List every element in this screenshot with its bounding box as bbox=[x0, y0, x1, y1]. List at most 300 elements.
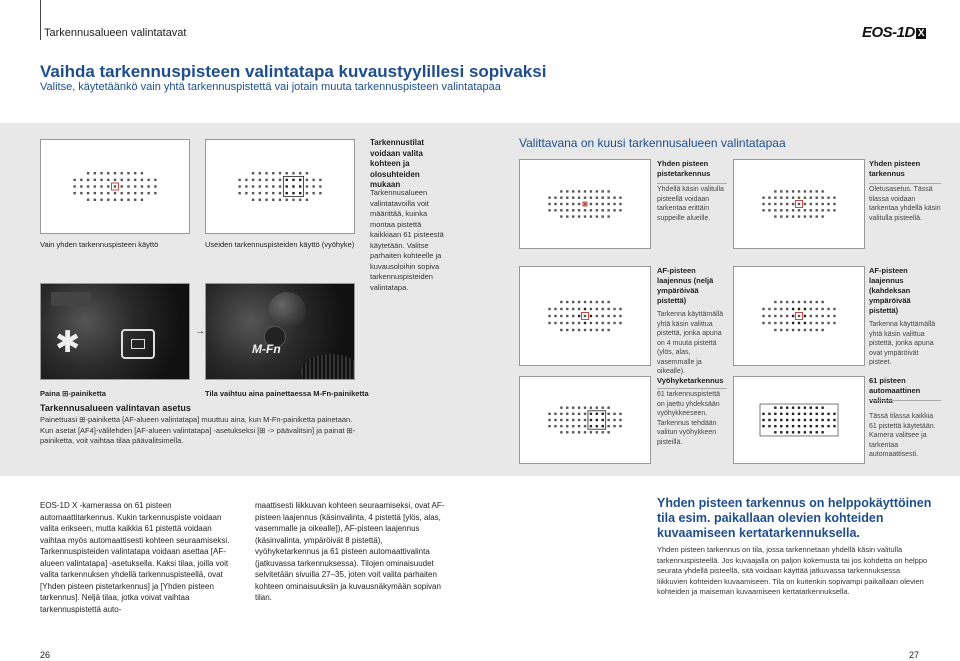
af-point bbox=[554, 197, 556, 199]
af-point bbox=[147, 179, 149, 181]
viewfinder-zone bbox=[205, 139, 355, 234]
body-col-2: maattisesti liikkuvan kohteen seuraamiseksi, ovat AF-pisteen laajennus (käsinvalinta, 4 pistettä [ylös, alas, vasemmalle ja oikealle]), AF-pisteen laajennus (käsinvalinta, ympäröivät 8 pistettä), vyöhyketarkennus ja 61 pisteen automaattivalinta (jatkuvassa tarkennuksessa). Tilojen ominaisuudet selvitetään sivuilla 27–35, joten voit valita parhaiten kohteen ominaisuuksiin ja kuvausnäkymään sopivan tilan. bbox=[255, 501, 445, 602]
af-point bbox=[613, 209, 615, 211]
viewfinder-single-point bbox=[733, 159, 865, 249]
af-point bbox=[572, 315, 574, 317]
af-point bbox=[810, 315, 812, 317]
af-point bbox=[578, 329, 580, 331]
setting-text: Painettuasi ⊞-painiketta [AF-alueen valintatapa] muuttuu aina, kun M-Fn-painiketta painetaan. Kun asetat [AF4]-välilehden [AF-alueen valintatapa] -asetukseksi [⊞ -> päävalitsin] ja painat ⊞-painiketta, voit vaihtaa tilaa päävalitsimella. bbox=[40, 415, 356, 445]
af-point bbox=[786, 329, 788, 331]
af-point bbox=[548, 197, 550, 199]
af-point bbox=[560, 215, 562, 217]
af-point bbox=[279, 172, 281, 174]
page-subtitle: Valitse, käytetäänkö vain yhtä tarkennuspistettä vai jotain muuta tarkennuspisteen valintatapaa bbox=[40, 81, 501, 93]
af-point bbox=[780, 190, 782, 192]
mode-heading: Yhden pisteen tarkennus bbox=[869, 159, 921, 178]
af-point-grid bbox=[520, 267, 650, 365]
af-point bbox=[572, 197, 574, 199]
af-point bbox=[259, 199, 261, 201]
af-point bbox=[619, 425, 621, 427]
af-point bbox=[548, 419, 550, 421]
af-point bbox=[121, 172, 123, 174]
af-point bbox=[607, 407, 609, 409]
af-point bbox=[607, 308, 609, 310]
af-point bbox=[596, 197, 598, 199]
af-point bbox=[792, 308, 794, 310]
page-number-left: 26 bbox=[40, 650, 51, 660]
af-point bbox=[114, 172, 116, 174]
af-point bbox=[774, 322, 776, 324]
af-point bbox=[619, 203, 621, 205]
af-point bbox=[774, 308, 776, 310]
af-point bbox=[100, 172, 102, 174]
af-point-button-icon bbox=[121, 329, 155, 359]
af-point bbox=[804, 215, 806, 217]
af-point bbox=[114, 185, 116, 187]
af-point bbox=[596, 431, 598, 433]
af-point bbox=[833, 209, 835, 211]
af-point bbox=[768, 419, 770, 421]
af-point bbox=[768, 413, 770, 415]
af-point bbox=[786, 413, 788, 415]
af-point bbox=[121, 179, 123, 181]
af-point bbox=[816, 190, 818, 192]
af-point bbox=[590, 413, 592, 415]
af-point bbox=[127, 179, 129, 181]
af-point bbox=[827, 197, 829, 199]
af-point bbox=[596, 315, 598, 317]
af-point bbox=[596, 203, 598, 205]
af-point bbox=[312, 192, 314, 194]
af-point bbox=[810, 425, 812, 427]
af-point bbox=[107, 172, 109, 174]
af-point bbox=[816, 425, 818, 427]
af-point bbox=[780, 413, 782, 415]
af-point bbox=[578, 308, 580, 310]
af-point bbox=[286, 179, 288, 181]
af-point bbox=[821, 190, 823, 192]
af-point bbox=[245, 185, 247, 187]
af-point bbox=[810, 322, 812, 324]
af-point bbox=[798, 203, 800, 205]
af-point bbox=[319, 185, 321, 187]
af-point bbox=[107, 199, 109, 201]
af-point bbox=[299, 179, 301, 181]
af-point bbox=[774, 315, 776, 317]
af-point bbox=[607, 315, 609, 317]
af-point bbox=[292, 199, 294, 201]
af-point-grid bbox=[520, 160, 650, 248]
header-rule bbox=[40, 0, 41, 40]
af-point bbox=[560, 203, 562, 205]
af-point bbox=[792, 329, 794, 331]
af-point-grid bbox=[734, 377, 864, 463]
af-point bbox=[572, 407, 574, 409]
af-point bbox=[798, 407, 800, 409]
af-point bbox=[821, 431, 823, 433]
af-point bbox=[596, 419, 598, 421]
af-point bbox=[73, 185, 75, 187]
af-point bbox=[548, 209, 550, 211]
af-point bbox=[768, 322, 770, 324]
af-point bbox=[578, 301, 580, 303]
af-point bbox=[792, 413, 794, 415]
af-point bbox=[80, 185, 82, 187]
af-point bbox=[560, 190, 562, 192]
af-point bbox=[798, 315, 800, 317]
section-title: Tarkennusalueen valintatavat bbox=[44, 27, 187, 39]
page-title: Vaihda tarkennuspisteen valintatapa kuvaustyylillesi sopivaksi bbox=[40, 62, 547, 81]
af-point bbox=[774, 431, 776, 433]
af-point bbox=[798, 190, 800, 192]
af-point bbox=[810, 209, 812, 211]
af-point bbox=[590, 203, 592, 205]
af-point bbox=[279, 192, 281, 194]
af-point bbox=[821, 197, 823, 199]
af-point bbox=[107, 185, 109, 187]
af-point bbox=[780, 419, 782, 421]
af-point bbox=[762, 413, 764, 415]
af-point bbox=[272, 179, 274, 181]
af-point bbox=[238, 179, 240, 181]
af-point bbox=[798, 215, 800, 217]
af-point bbox=[613, 419, 615, 421]
af-point bbox=[613, 425, 615, 427]
viewfinder-zone-af bbox=[519, 376, 651, 464]
af-point bbox=[299, 199, 301, 201]
af-point bbox=[265, 192, 267, 194]
af-point bbox=[100, 179, 102, 181]
af-point bbox=[272, 172, 274, 174]
af-point bbox=[279, 199, 281, 201]
af-point bbox=[816, 215, 818, 217]
af-point bbox=[816, 413, 818, 415]
af-point bbox=[319, 192, 321, 194]
af-point bbox=[602, 190, 604, 192]
af-point bbox=[607, 413, 609, 415]
af-point bbox=[566, 407, 568, 409]
af-point bbox=[554, 419, 556, 421]
af-point bbox=[810, 301, 812, 303]
arrow-icon: → bbox=[195, 326, 205, 337]
af-point bbox=[238, 185, 240, 187]
af-point bbox=[816, 308, 818, 310]
af-point bbox=[780, 197, 782, 199]
af-point bbox=[768, 308, 770, 310]
af-point bbox=[245, 192, 247, 194]
af-point bbox=[602, 431, 604, 433]
af-point bbox=[114, 199, 116, 201]
af-point bbox=[134, 179, 136, 181]
af-point bbox=[768, 203, 770, 205]
af-point bbox=[827, 315, 829, 317]
af-point bbox=[810, 413, 812, 415]
af-point bbox=[560, 315, 562, 317]
af-point bbox=[560, 197, 562, 199]
af-point bbox=[147, 185, 149, 187]
af-point bbox=[833, 419, 835, 421]
mode-3 bbox=[657, 266, 727, 377]
af-point bbox=[114, 179, 116, 181]
af-point bbox=[572, 190, 574, 192]
af-point bbox=[602, 209, 604, 211]
af-point bbox=[578, 315, 580, 317]
af-point bbox=[134, 172, 136, 174]
af-point bbox=[584, 431, 586, 433]
af-point bbox=[804, 431, 806, 433]
af-point bbox=[804, 197, 806, 199]
af-point bbox=[286, 199, 288, 201]
af-point bbox=[578, 190, 580, 192]
caption-multi: Useiden tarkennuspisteiden käyttö (vyöhyke) bbox=[205, 240, 355, 249]
af-point bbox=[572, 209, 574, 211]
af-point bbox=[566, 315, 568, 317]
af-point bbox=[798, 197, 800, 199]
af-point bbox=[121, 199, 123, 201]
af-point bbox=[833, 315, 835, 317]
af-point bbox=[786, 215, 788, 217]
af-point bbox=[762, 203, 764, 205]
af-point bbox=[560, 425, 562, 427]
af-point bbox=[114, 192, 116, 194]
af-point bbox=[554, 425, 556, 427]
af-point bbox=[590, 407, 592, 409]
af-point bbox=[786, 301, 788, 303]
af-point bbox=[554, 209, 556, 211]
af-point bbox=[602, 215, 604, 217]
af-point bbox=[584, 301, 586, 303]
af-point bbox=[107, 179, 109, 181]
af-point bbox=[566, 308, 568, 310]
af-point bbox=[566, 413, 568, 415]
af-point bbox=[252, 199, 254, 201]
af-point bbox=[252, 185, 254, 187]
af-point bbox=[572, 322, 574, 324]
af-point-grid bbox=[734, 267, 864, 365]
af-point bbox=[804, 301, 806, 303]
af-point bbox=[312, 179, 314, 181]
af-point bbox=[572, 413, 574, 415]
af-point bbox=[833, 197, 835, 199]
af-point bbox=[816, 197, 818, 199]
af-point bbox=[810, 431, 812, 433]
af-point bbox=[774, 190, 776, 192]
af-point bbox=[584, 190, 586, 192]
af-point bbox=[259, 192, 261, 194]
af-point bbox=[762, 308, 764, 310]
af-point bbox=[560, 407, 562, 409]
af-point bbox=[607, 197, 609, 199]
af-point bbox=[566, 190, 568, 192]
af-point bbox=[607, 301, 609, 303]
af-point bbox=[602, 407, 604, 409]
af-point bbox=[572, 301, 574, 303]
af-point bbox=[73, 179, 75, 181]
right-heading: Yhden pisteen tarkennus on helppokäyttöinen tila esim. paikallaan olevien kohteiden kuvaamiseen kertatarkennuksella. bbox=[657, 496, 932, 540]
af-point bbox=[578, 419, 580, 421]
af-point bbox=[792, 203, 794, 205]
af-point bbox=[827, 425, 829, 427]
mode-2 bbox=[869, 159, 941, 223]
af-point-grid bbox=[734, 160, 864, 248]
af-point bbox=[80, 192, 82, 194]
mode-text: Yhdellä käsin valitulla pisteellä voidaan tarkentaa erittäin suppeille alueille. bbox=[657, 186, 724, 222]
af-point bbox=[798, 308, 800, 310]
af-point bbox=[821, 203, 823, 205]
af-point bbox=[816, 315, 818, 317]
af-point bbox=[306, 185, 308, 187]
af-point bbox=[804, 190, 806, 192]
af-point bbox=[768, 209, 770, 211]
af-point bbox=[821, 322, 823, 324]
af-point bbox=[578, 197, 580, 199]
mode-divider bbox=[869, 183, 941, 184]
af-point bbox=[299, 185, 301, 187]
af-point bbox=[100, 185, 102, 187]
af-point bbox=[87, 179, 89, 181]
af-point bbox=[821, 315, 823, 317]
af-point bbox=[768, 197, 770, 199]
af-point bbox=[792, 315, 794, 317]
af-point bbox=[602, 203, 604, 205]
af-point bbox=[265, 199, 267, 201]
af-point bbox=[774, 301, 776, 303]
af-point bbox=[774, 209, 776, 211]
af-point bbox=[804, 322, 806, 324]
af-point bbox=[80, 179, 82, 181]
af-point bbox=[572, 215, 574, 217]
af-point bbox=[596, 413, 598, 415]
caption-press: Paina ⊞-painiketta bbox=[40, 389, 106, 398]
af-point bbox=[319, 179, 321, 181]
af-point bbox=[94, 192, 96, 194]
af-point bbox=[619, 197, 621, 199]
af-point bbox=[619, 209, 621, 211]
af-point bbox=[798, 419, 800, 421]
af-point bbox=[94, 179, 96, 181]
af-point bbox=[252, 179, 254, 181]
af-point bbox=[762, 419, 764, 421]
af-point bbox=[121, 192, 123, 194]
body-col-1: EOS-1D X -kamerassa on 61 pisteen automaattitarkennus. Kukin tarkennuspiste voidaan valita erikseen, mutta kaikkia 61 pistettä voidaan vaihtaa myös automaattisesti kohteen seuraamiseksi. Tarkennuspisteiden valintatapa voidaan asettaa [AF-alueen valintatapa] -asetuksella. Kaksi tilaa, joilla voit valita tarkennuksen yhdellä tarkennuspisteellä, ovat [Yhden pisteen pistetarkennus] ja [Yhden pisteen tarkennus]. Neljä tilaa, jotka voivat vaihtaa tarkennuspistettä auto- bbox=[40, 501, 230, 614]
af-point bbox=[780, 308, 782, 310]
af-point bbox=[821, 209, 823, 211]
af-point bbox=[272, 199, 274, 201]
af-point bbox=[590, 315, 592, 317]
af-point bbox=[312, 185, 314, 187]
mode-divider bbox=[869, 400, 941, 401]
af-point bbox=[774, 329, 776, 331]
mode-text: Tarkenna käyttämällä yhtä käsin valittua pistettä, jonka apuna on 4 muuta pistettä (ylös, alas, vasemmalle ja oikealle). bbox=[657, 311, 724, 375]
af-point bbox=[306, 172, 308, 174]
af-point bbox=[560, 431, 562, 433]
af-point bbox=[762, 425, 764, 427]
af-point bbox=[590, 419, 592, 421]
af-point bbox=[141, 179, 143, 181]
af-point bbox=[619, 322, 621, 324]
af-point-grid bbox=[206, 140, 354, 233]
af-point bbox=[252, 172, 254, 174]
af-point bbox=[141, 192, 143, 194]
camera-back-photo bbox=[40, 283, 190, 380]
af-point bbox=[141, 199, 143, 201]
af-point bbox=[100, 192, 102, 194]
af-point bbox=[596, 425, 598, 427]
page-number-right: 27 bbox=[909, 650, 920, 660]
af-point bbox=[786, 190, 788, 192]
af-point bbox=[560, 301, 562, 303]
af-point bbox=[572, 203, 574, 205]
af-point bbox=[762, 209, 764, 211]
af-point bbox=[590, 308, 592, 310]
af-point bbox=[596, 301, 598, 303]
af-point bbox=[596, 322, 598, 324]
mode-4 bbox=[869, 266, 941, 368]
af-point bbox=[804, 407, 806, 409]
lcd-panel bbox=[51, 292, 91, 306]
intro-heading: Tarkennustilat voidaan valita kohteen ja olosuhteiden mukaan bbox=[370, 138, 425, 189]
af-point bbox=[827, 413, 829, 415]
af-point bbox=[786, 315, 788, 317]
af-point bbox=[134, 199, 136, 201]
af-point bbox=[619, 315, 621, 317]
af-point bbox=[141, 185, 143, 187]
af-point bbox=[584, 209, 586, 211]
af-point bbox=[821, 329, 823, 331]
af-point bbox=[554, 308, 556, 310]
af-point bbox=[100, 199, 102, 201]
viewfinder-expand-4 bbox=[519, 266, 651, 366]
af-point bbox=[613, 413, 615, 415]
af-point bbox=[566, 419, 568, 421]
af-point bbox=[810, 407, 812, 409]
af-point bbox=[566, 209, 568, 211]
af-point bbox=[596, 190, 598, 192]
af-point bbox=[584, 419, 586, 421]
af-point bbox=[279, 185, 281, 187]
spot-point bbox=[584, 203, 586, 205]
af-point bbox=[804, 413, 806, 415]
af-point bbox=[584, 322, 586, 324]
af-point bbox=[554, 315, 556, 317]
af-point bbox=[590, 215, 592, 217]
af-point bbox=[590, 425, 592, 427]
af-point bbox=[306, 199, 308, 201]
af-point bbox=[768, 315, 770, 317]
af-point bbox=[827, 209, 829, 211]
af-point bbox=[154, 179, 156, 181]
af-point bbox=[780, 301, 782, 303]
af-point bbox=[792, 425, 794, 427]
af-point bbox=[780, 407, 782, 409]
af-point bbox=[768, 425, 770, 427]
af-point bbox=[578, 322, 580, 324]
af-point bbox=[816, 301, 818, 303]
af-point bbox=[560, 322, 562, 324]
af-point bbox=[265, 172, 267, 174]
af-point bbox=[259, 172, 261, 174]
af-point bbox=[810, 329, 812, 331]
af-point bbox=[259, 185, 261, 187]
af-point bbox=[607, 209, 609, 211]
mode-heading: AF-pisteen laajennus (kahdeksan ympäröivää pistettä) bbox=[869, 266, 911, 315]
af-point bbox=[607, 329, 609, 331]
af-point bbox=[121, 185, 123, 187]
af-point bbox=[306, 192, 308, 194]
af-point bbox=[554, 322, 556, 324]
af-point bbox=[619, 308, 621, 310]
af-point bbox=[833, 425, 835, 427]
